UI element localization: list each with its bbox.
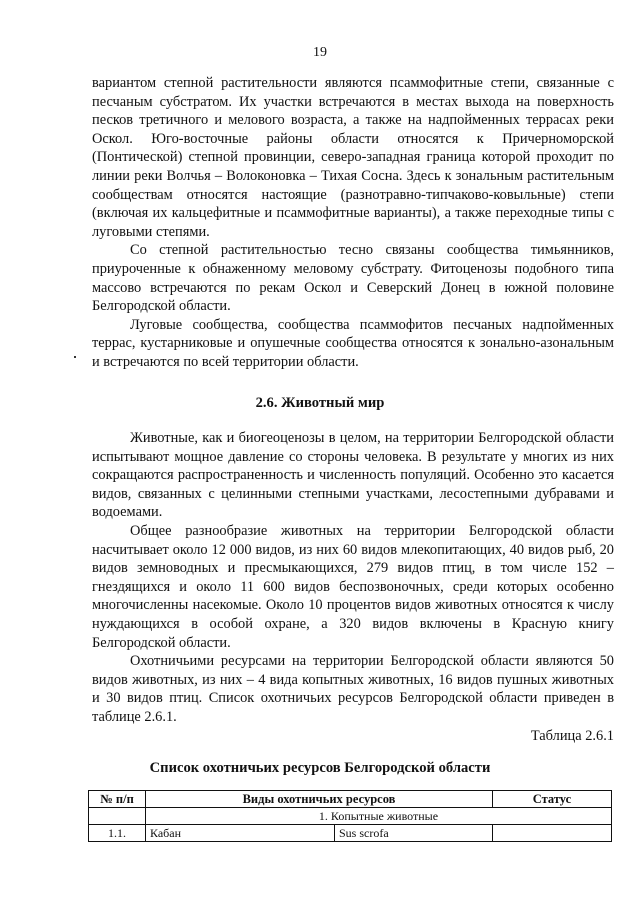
paragraph: Общее разнообразие животных на территории Белгородской области насчитывает около 12 000 видов, из них 60 видов млекопитающих, 40 видов рыб, 20 видов земноводных и пресмыкающихся, 279 видов птиц, в том числе 152 – гнездящихся и около 11 600 видов беспозвоночных, среди которых особенно многочисленны насекомые. Около 10 процентов видов животных относятся к числу нуждающихся в особой охране, а 320 видов включены в Красную книгу Белгородской области. xyxy=(92,522,614,651)
hunting-resources-table xyxy=(88,790,612,842)
table-row xyxy=(89,825,612,842)
section-heading: 2.6. Животный мир xyxy=(255,395,385,411)
header-number: № п/п xyxy=(89,791,146,808)
species-name: Кабан xyxy=(146,825,335,842)
paragraph: вариантом степной растительности являются псаммофитные степи, связанные с песчаным субстратом. Их участки встречаются в местах выхода на поверхность песков третичного и мелового возраста, а также на надпойменных террасах реки Оскол. Юго-восточные районы области относятся к Причерноморской (Понтической) степной провинции, северо-западная граница которой проходит по линии реки Волчья – Волоконовка – Тихая Сосна. Здесь к зональным растительным сообществам относятся настоящие (разнотравно-типчаково-ковыльные) степи (включая их кальцефитные и псаммофитные варианты), а также переходные типы с луговыми степями. xyxy=(92,75,614,240)
table-caption: Таблица 2.6.1 xyxy=(530,728,614,744)
table-header-row xyxy=(89,791,612,808)
body-text-bottom xyxy=(92,429,614,727)
table-group-row xyxy=(89,808,612,825)
table-title: Список охотничьих ресурсов Белгородской области xyxy=(149,760,491,776)
body-text-top xyxy=(92,74,614,372)
paragraph: Со степной растительностью тесно связаны сообщества тимьянников, приуроченные к обнаженному меловому субстрату. Фитоценозы подобного типа массово встречаются по рекам Оскол и Северский Донец в южной половине Белгородской области. xyxy=(92,242,614,315)
species-latin: Sus scrofa xyxy=(335,825,493,842)
row-number: 1.1. xyxy=(89,825,146,842)
scan-speck xyxy=(74,356,76,358)
paragraph: Животные, как и биогеоценозы в целом, на территории Белгородской области испытывают мощное давление со стороны человека. В результате у многих из них сокращаются распространенность и численность популяций. Особенно это касается видов, связанных с целинными степными участками, лесостепными дубравами и водоемами. xyxy=(92,430,614,521)
paragraph: Луговые сообщества, сообщества псаммофитов песчаных надпойменных террас, кустарниковые и опушечные сообщества относятся к зонально-азональным и встречаются по всей территории области. xyxy=(92,316,614,370)
page-number: 19 xyxy=(313,45,327,60)
header-species: Виды охотничьих ресурсов xyxy=(146,791,493,808)
paragraph: Охотничьими ресурсами на территории Белгородской области являются 50 видов животных, из них – 4 вида копытных животных, 16 видов пушных животных и 30 видов птиц. Список охотничьих ресурсов Белгородской области приведен в таблице 2.6.1. xyxy=(92,653,614,725)
species-status xyxy=(493,825,612,842)
group-label: 1. Копытные животные xyxy=(146,808,612,825)
header-status: Статус xyxy=(493,791,612,808)
